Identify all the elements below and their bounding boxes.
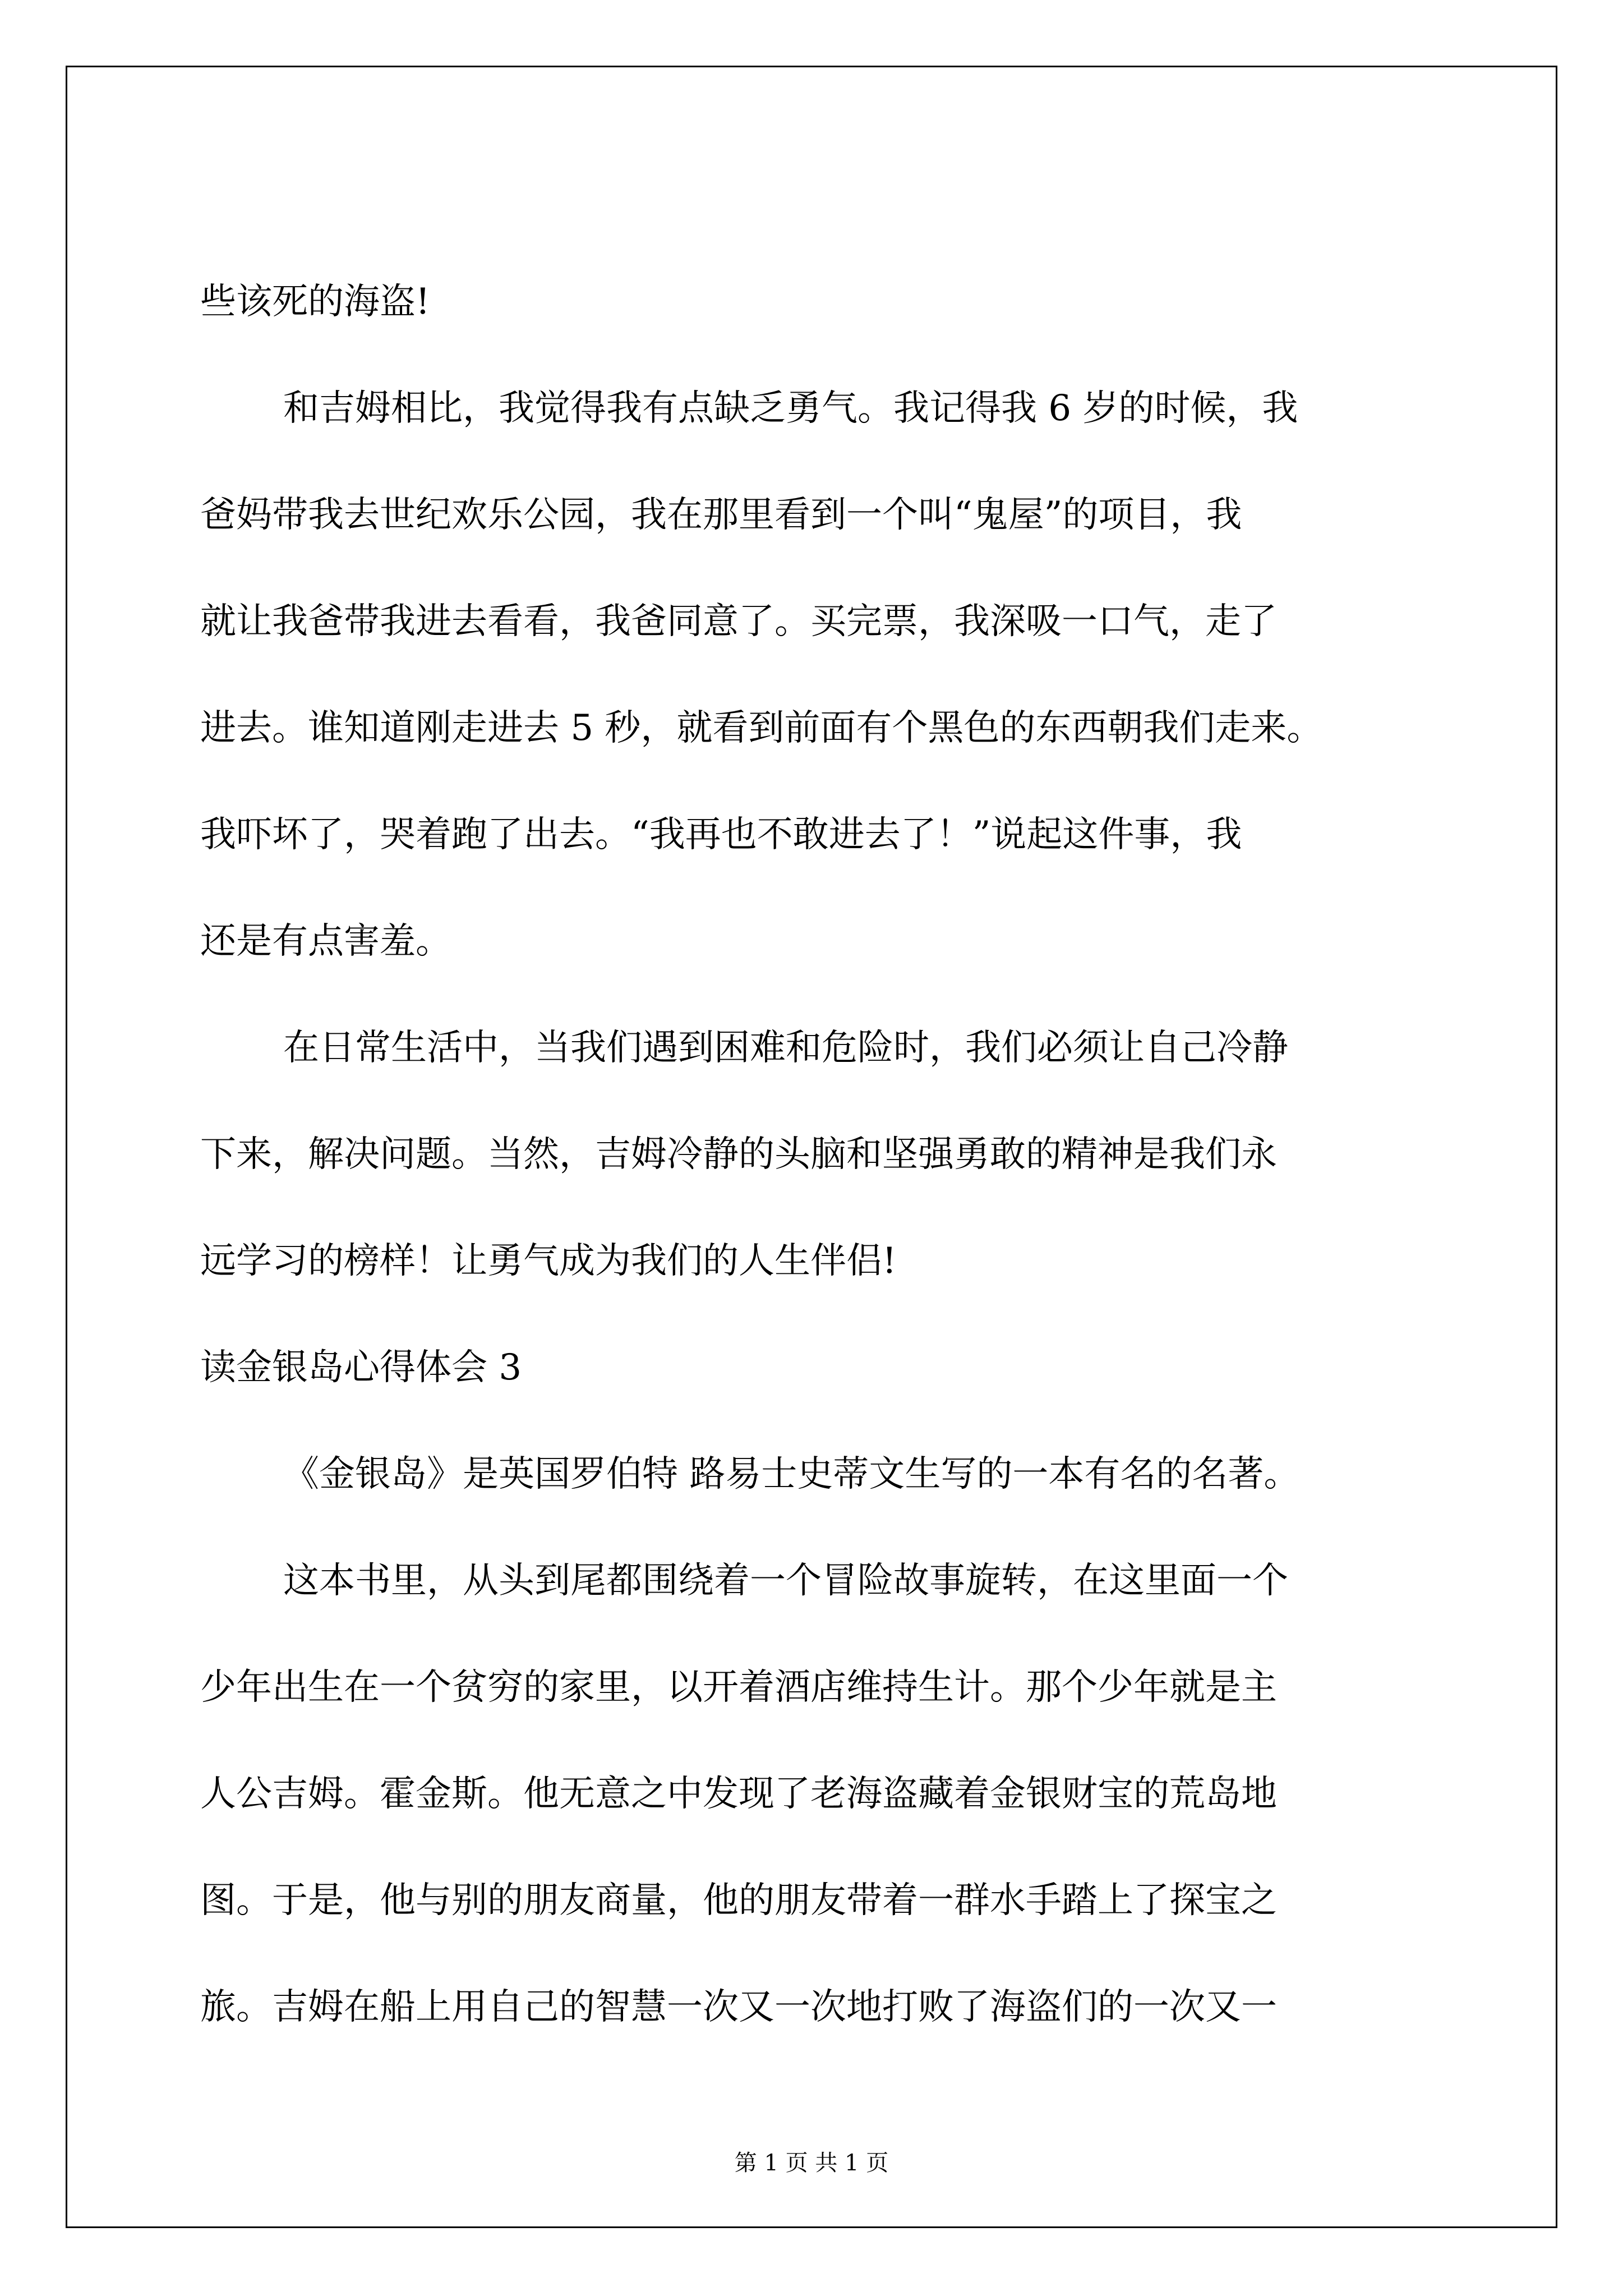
text-line: 些该死的海盗!	[200, 281, 430, 323]
text-line: 少年出生在一个贫穷的家里，以开着酒店维持生计。那个少年就是主	[200, 1667, 1277, 1708]
text-line: 爸妈带我去世纪欢乐公园，我在那里看到一个叫“鬼屋”的项目，我	[200, 494, 1242, 536]
text-line: 我吓坏了，哭着跑了出去。“我再也不敢进去了！”说起这件事，我	[200, 814, 1242, 855]
text-line: 图。于是，他与别的朋友商量，他的朋友带着一群水手踏上了探宝之	[200, 1880, 1277, 1921]
text-line: 进去。谁知道刚走进去 5 秒，就看到前面有个黑色的东西朝我们走来。	[200, 707, 1323, 749]
text-line: 就让我爸带我进去看看，我爸同意了。买完票，我深吸一口气，走了	[200, 601, 1277, 642]
section-heading: 读金银岛心得体会 3	[200, 1347, 522, 1388]
text-line: 《金银岛》是英国罗伯特 路易士史蒂文生写的一本有名的名著。	[283, 1453, 1300, 1495]
text-line: 人公吉姆。霍金斯。他无意之中发现了老海盗藏着金银财宝的荒岛地	[200, 1773, 1277, 1815]
page-footer: 第 1 页 共 1 页	[734, 2150, 889, 2176]
text-line: 这本书里，从头到尾都围绕着一个冒险故事旋转，在这里面一个	[283, 1560, 1288, 1602]
text-line: 还是有点害羞。	[200, 921, 451, 962]
text-line: 远学习的榜样！让勇气成为我们的人生伴侣!	[200, 1240, 897, 1282]
text-line: 和吉姆相比，我觉得我有点缺乏勇气。我记得我 6 岁的时候，我	[283, 388, 1298, 429]
page-frame	[66, 66, 1557, 2228]
document-body	[67, 67, 1556, 2226]
text-line: 在日常生活中，当我们遇到困难和危险时，我们必须让自己冷静	[283, 1027, 1288, 1069]
text-line: 下来，解决问题。当然，吉姆冷静的头脑和坚强勇敢的精神是我们永	[200, 1134, 1277, 1175]
text-line: 旅。吉姆在船上用自己的智慧一次又一次地打败了海盗们的一次又一	[200, 1986, 1277, 2028]
